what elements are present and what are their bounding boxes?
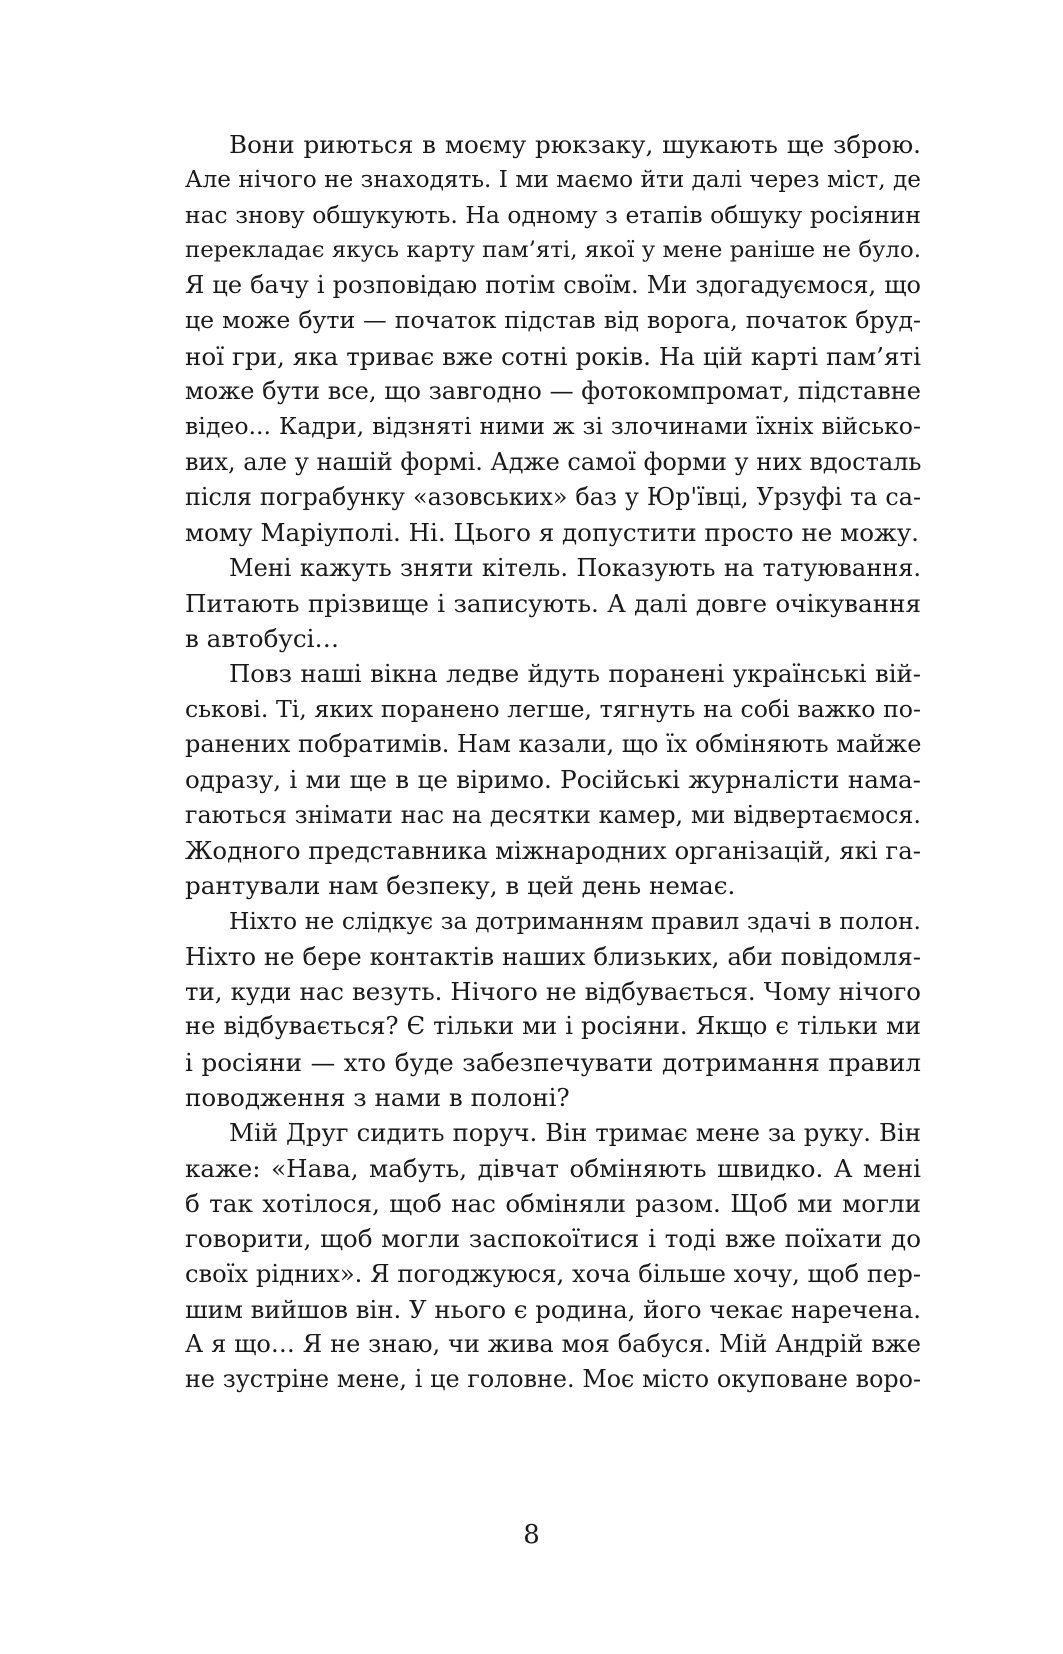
text-line: після пограбунку «азовських» баз у Юр'ївці, Урзуфі та са- xyxy=(185,482,921,511)
text-line: Повз наші вікна ледве йдуть поранені українські вій- xyxy=(229,659,921,689)
text-line: Я це бачу і розповідаю потім своїм. Ми здогадуємося, що xyxy=(185,271,921,300)
paragraph xyxy=(185,127,921,551)
text-line: це може бути — початок підстав від ворога, початок бруд- xyxy=(185,306,921,335)
text-line: одразу, і ми ще в це віримо. Російські журналісти нама- xyxy=(185,765,921,795)
text-line: б так хотілося, щоб нас обміняли разом. Щоб ми могли xyxy=(185,1188,921,1218)
paragraph xyxy=(185,1115,921,1397)
text-line: ськові. Ті, яких поранено легше, тягнуть на собі важко по- xyxy=(185,694,921,723)
text-line: Мій Друг сидить поруч. Він тримає мене за руку. Він xyxy=(229,1118,921,1148)
text-line: А я що… Я не знаю, чи жива моя бабуся. Мій Андрій вже xyxy=(185,1330,921,1359)
body-text xyxy=(185,127,921,1398)
page-number: 8 xyxy=(523,1520,540,1550)
paragraph xyxy=(185,656,921,903)
paragraph xyxy=(185,904,921,1116)
text-line: і росіяни — хто буде забезпечувати дотримання правил xyxy=(185,1047,921,1077)
text-line: рантували нам безпеку, в цей день немає. xyxy=(185,871,736,901)
text-line: Жодного представника міжнародних організацій, які га- xyxy=(185,835,921,865)
text-line: в автобусі… xyxy=(185,624,340,654)
text-line: каже: «Нава, мабуть, дівчат обміняють швидко. А мені xyxy=(185,1153,921,1183)
text-line: нас знову обшукують. На одному з етапів обшуку росіянин xyxy=(185,200,921,229)
text-line: Питають прізвище і записують. А далі довге очікування xyxy=(185,588,921,618)
text-line: ранених побратимів. Нам казали, що їх обміняють майже xyxy=(185,730,921,759)
text-line: Мені кажуть зняти кітель. Показують на татуювання. xyxy=(229,553,921,582)
text-line: своїх рідних». Я погоджуюся, хоча більше хочу, щоб пер- xyxy=(185,1259,921,1288)
text-line: шим вийшов він. У нього є родина, його чекає наречена. xyxy=(185,1294,921,1324)
text-line: може бути все, що завгодно — фотокомпромат, підставне xyxy=(185,377,921,406)
text-line: відео... Кадри, відзняті ними ж зі злочинами їхніх військо- xyxy=(185,412,921,441)
text-line: гаються знімати нас на десятки камер, ми відвертаємося. xyxy=(185,800,921,829)
text-line: перекладає якусь карту пам’яті, якої у мене раніше не було. xyxy=(185,236,921,263)
text-line: Ніхто не слідкує за дотриманням правил здачі в полон. xyxy=(229,906,921,935)
text-line: ти, куди нас везуть. Нічого не відбувається. Чому нічого xyxy=(185,977,921,1007)
text-line: не зустріне мене, і це головне. Моє місто окуповане воро- xyxy=(185,1365,921,1394)
text-line: Вони риються в моєму рюкзаку, шукають ще зброю. xyxy=(229,130,921,159)
text-line: говорити, щоб могли заспокоїтися і тоді вже поїхати до xyxy=(185,1224,921,1254)
paragraph xyxy=(185,551,921,657)
text-line: вих, але у нашій формі. Адже самої форми у них вдосталь xyxy=(185,447,921,476)
text-line: поводження з нами в полоні? xyxy=(185,1083,570,1113)
text-line: мому Маріуполі. Ні. Цього я допустити просто не можу. xyxy=(185,518,919,548)
text-line: Ніхто не бере контактів наших близьких, аби повідомля- xyxy=(185,941,921,971)
text-line: Але нічого не знаходять. І ми маємо йти далі через міст, де xyxy=(185,166,921,194)
text-line: не відбувається? Є тільки ми і росіяни. Якщо є тільки ми xyxy=(185,1012,921,1041)
text-line: ної гри, яка триває вже сотні років. На цій карті пам’яті xyxy=(185,341,921,371)
